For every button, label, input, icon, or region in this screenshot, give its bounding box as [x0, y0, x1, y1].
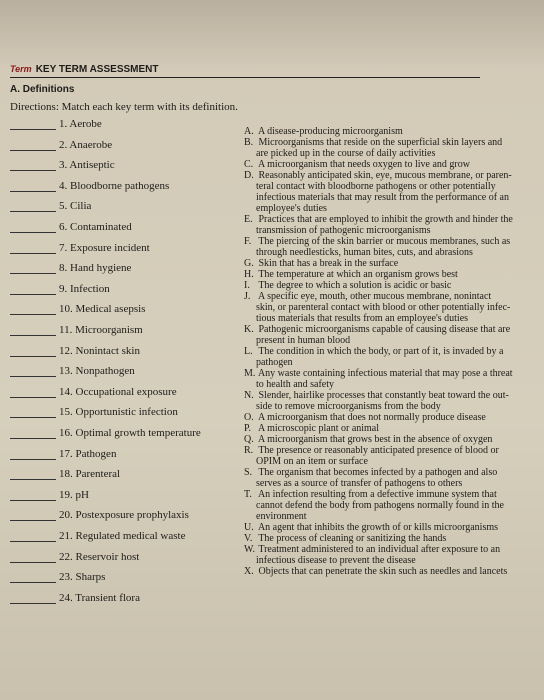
answer-blank[interactable]: [10, 520, 56, 521]
definition-line: skin, or parenteral contact with blood or other potentially infec-: [256, 302, 511, 313]
definition-item: [244, 170, 526, 214]
definition-text: [244, 269, 526, 280]
definition-letter: K.: [244, 324, 254, 335]
definition-line: A microorganism that needs oxygen to live and grow: [256, 159, 470, 170]
definition-text: [244, 280, 526, 291]
definition-letter: G.: [244, 258, 254, 269]
definition-text: [244, 445, 526, 456]
definition-line: A microscopic plant or animal: [256, 423, 380, 434]
definition-text: [244, 544, 526, 555]
definition-line: present in human blood: [256, 335, 351, 346]
answer-blank[interactable]: [10, 129, 56, 130]
definition-item: [244, 126, 526, 137]
definition-item: [244, 412, 526, 423]
definition-letter: T.: [244, 489, 252, 500]
definition-line: Pathogenic microorganisms capable of causing disease that are: [256, 324, 511, 335]
term-label: 24. Transient flora: [59, 591, 140, 604]
definition-text: [244, 423, 526, 434]
term-row: [10, 283, 110, 299]
term-row: [10, 221, 132, 237]
directions-text: Directions: Match each key term with its definition.: [10, 101, 238, 113]
definition-line: Any waste containing infectious material that may pose a threat: [256, 368, 513, 379]
term-label: 16. Optimal growth temperature: [59, 427, 201, 439]
definition-line: environment: [256, 511, 307, 522]
definition-line: A specific eye, mouth, other mucous membrane, nonintact: [256, 291, 492, 302]
definition-item: [244, 544, 526, 566]
term-row: [10, 427, 201, 443]
definition-letter: V.: [244, 533, 253, 544]
definition-letter: P.: [244, 423, 251, 434]
term-label: 23. Sharps: [59, 571, 106, 584]
answer-blank[interactable]: [10, 459, 56, 460]
term-label: 1. Aerobe: [59, 118, 102, 130]
definition-item: [244, 214, 526, 236]
term-row: [10, 345, 140, 361]
definition-line: Treatment administered to an individual after exposure to an: [256, 544, 501, 555]
term-row: [10, 489, 89, 505]
answer-blank[interactable]: [10, 356, 56, 357]
definition-line: The degree to which a solution is acidic or basic: [256, 280, 452, 291]
definition-text: [244, 324, 526, 335]
definition-line: The condition in which the body, or part of it, is invaded by a: [256, 346, 504, 357]
term-label: 18. Parenteral: [59, 468, 121, 481]
term-label: 20. Postexposure prophylaxis: [59, 509, 189, 522]
definition-line: A microorganism that grows best in the absence of oxygen: [256, 434, 493, 445]
definition-item: [244, 280, 526, 291]
definition-item: [244, 137, 526, 159]
definition-line: to health and safety: [256, 379, 335, 390]
definition-letter: B.: [244, 137, 254, 148]
definition-letter: S.: [244, 467, 253, 478]
definition-text: [244, 137, 526, 148]
term-row: [10, 468, 120, 484]
definition-line: teral contact with bloodborne pathogens or other potentially: [256, 181, 496, 192]
definition-letter: C.: [244, 159, 254, 170]
term-row: [10, 262, 131, 278]
definition-text: [244, 346, 526, 357]
answer-blank[interactable]: [10, 191, 56, 192]
definition-line: The piercing of the skin barrier or mucous membranes, such as: [256, 236, 511, 247]
term-label: 19. pH: [59, 488, 89, 501]
answer-blank[interactable]: [10, 294, 56, 295]
definition-item: [244, 423, 526, 434]
section-title: A. Definitions: [10, 84, 75, 95]
definition-line: Practices that are employed to inhibit the growth and hinder the: [256, 214, 513, 225]
definition-line: An agent that inhibits the growth of or kills microorganisms: [256, 522, 499, 533]
definition-letter: W.: [244, 544, 256, 555]
definition-line: A disease-producing microorganism: [256, 126, 403, 137]
definition-text: [244, 368, 526, 379]
definition-text: [244, 170, 526, 181]
definition-letter: L.: [244, 346, 253, 357]
term-row: [10, 592, 140, 608]
definition-line: tious materials that results from an employee's duties: [256, 313, 469, 324]
term-row: [10, 118, 102, 134]
definition-line: through needlesticks, human bites, cuts, and abrasions: [256, 247, 473, 258]
definition-letter: M.: [244, 368, 256, 379]
definition-text: [244, 291, 526, 302]
definition-letter: N.: [244, 390, 254, 401]
definition-letter: X.: [244, 566, 254, 577]
definition-line: An infection resulting from a defective immune system that: [256, 489, 497, 500]
term-row: [10, 303, 145, 319]
definition-item: [244, 368, 526, 390]
definition-text: [244, 522, 526, 533]
term-label: 11. Microorganism: [59, 324, 143, 336]
term-row: [10, 324, 143, 340]
definition-text: [244, 566, 526, 577]
definition-item: [244, 346, 526, 368]
definition-line: transmission of pathogenic microorganisms: [256, 225, 431, 236]
term-label: 17. Pathogen: [59, 447, 117, 460]
definition-text: [244, 390, 526, 401]
term-icon: Term: [10, 64, 32, 74]
definition-line: are picked up in the course of daily activities: [256, 148, 436, 159]
term-label: 21. Regulated medical waste: [59, 530, 186, 542]
answer-blank[interactable]: [10, 170, 56, 171]
definition-item: [244, 566, 526, 577]
definition-line: The organism that becomes infected by a pathogen and also: [256, 467, 498, 478]
definition-line: employee's duties: [256, 203, 327, 214]
answer-blank[interactable]: [10, 417, 56, 418]
term-row: [10, 365, 135, 381]
definition-line: Objects that can penetrate the skin such as needles and lancets: [256, 566, 508, 577]
definition-line: The process of cleaning or sanitizing the hands: [256, 533, 447, 544]
answer-blank[interactable]: [10, 376, 56, 377]
definition-line: side to remove microorganisms from the body: [256, 401, 441, 412]
definition-text: [244, 236, 526, 247]
definition-text: [244, 214, 526, 225]
definition-text: [244, 412, 526, 423]
definition-letter: U.: [244, 522, 254, 533]
answer-blank[interactable]: [10, 582, 56, 583]
definition-line: Skin that has a break in the surface: [256, 258, 399, 269]
key-term-header: [10, 64, 530, 75]
answer-blank[interactable]: [10, 479, 56, 480]
definition-item: [244, 390, 526, 412]
term-label: 13. Nonpathogen: [59, 365, 135, 378]
header-title: KEY TERM ASSESSMENT: [35, 64, 159, 75]
term-label: 4. Bloodborne pathogens: [59, 179, 170, 192]
answer-blank[interactable]: [10, 211, 56, 212]
definition-item: [244, 467, 526, 489]
term-row: [10, 200, 91, 216]
definition-text: [244, 467, 526, 478]
definition-line: Microorganisms that reside on the superficial skin layers and: [256, 137, 503, 148]
definition-letter: F.: [244, 236, 252, 247]
definition-line: Reasonably anticipated skin, eye, mucous membrane, or paren-: [256, 170, 512, 181]
definition-text: [244, 258, 526, 269]
term-label: 5. Cilia: [59, 200, 92, 213]
definition-item: [244, 258, 526, 269]
definition-line: The presence or reasonably anticipated presence of blood or: [256, 445, 499, 456]
term-label: 9. Infection: [59, 282, 110, 295]
definitions-list: [244, 126, 526, 577]
term-row: [10, 509, 189, 525]
definition-line: pathogen: [256, 357, 293, 368]
definition-line: A microorganism that does not normally produce disease: [256, 412, 486, 423]
answer-blank[interactable]: [10, 397, 56, 398]
term-label: 8. Hand hygiene: [59, 262, 132, 275]
definition-item: [244, 291, 526, 324]
definition-item: [244, 489, 526, 522]
definition-line: The temperature at which an organism grows best: [256, 269, 458, 280]
term-row: [10, 406, 178, 422]
definition-line: OPIM on an item or surface: [256, 456, 368, 467]
term-label: 7. Exposure incident: [59, 241, 150, 254]
term-label: 6. Contaminated: [59, 221, 132, 233]
definition-item: [244, 159, 526, 170]
definition-line: cannot defend the body from pathogens normally found in the: [256, 500, 504, 511]
term-row: [10, 139, 112, 155]
definition-letter: J.: [244, 291, 251, 302]
term-label: 12. Nonintact skin: [59, 344, 140, 357]
term-row: [10, 386, 177, 402]
answer-blank[interactable]: [10, 273, 56, 274]
definition-text: [244, 533, 526, 544]
answer-blank[interactable]: [10, 541, 56, 542]
answer-blank[interactable]: [10, 335, 56, 336]
term-label: 14. Occupational exposure: [59, 385, 177, 398]
definition-text: [244, 434, 526, 445]
definition-line: infectious materials that may result from the performance of an: [256, 192, 509, 203]
term-label: 2. Anaerobe: [59, 138, 113, 151]
answer-blank[interactable]: [10, 438, 56, 439]
term-row: [10, 448, 116, 464]
definition-letter: I.: [244, 280, 250, 291]
term-row: [10, 180, 169, 196]
definition-text: [244, 126, 526, 137]
answer-blank[interactable]: [10, 603, 56, 604]
header-rule: [10, 77, 480, 78]
answer-blank[interactable]: [10, 562, 56, 563]
definition-text: [244, 489, 526, 500]
definition-letter: Q.: [244, 434, 254, 445]
definition-item: [244, 445, 526, 467]
definition-letter: O.: [244, 412, 254, 423]
term-row: [10, 551, 139, 567]
definition-item: [244, 533, 526, 544]
term-row: [10, 159, 115, 175]
term-label: 15. Opportunistic infection: [59, 406, 178, 419]
definition-item: [244, 269, 526, 280]
term-row: [10, 530, 185, 546]
definition-letter: H.: [244, 269, 254, 280]
definition-letter: A.: [244, 126, 254, 137]
term-label: 3. Antiseptic: [59, 159, 115, 172]
term-row: [10, 571, 105, 587]
definition-line: infectious disease to prevent the disease: [256, 555, 416, 566]
answer-blank[interactable]: [10, 150, 56, 151]
answer-blank[interactable]: [10, 253, 56, 254]
definition-item: [244, 324, 526, 346]
term-row: [10, 242, 150, 258]
definition-letter: E.: [244, 214, 253, 225]
definition-line: serves as a source of transfer of pathogens to others: [256, 478, 463, 489]
answer-blank[interactable]: [10, 500, 56, 501]
definition-item: [244, 522, 526, 533]
answer-blank[interactable]: [10, 314, 56, 315]
definition-item: [244, 236, 526, 258]
definition-item: [244, 434, 526, 445]
definition-text: [244, 159, 526, 170]
term-label: 10. Medical asepsis: [59, 303, 146, 316]
answer-blank[interactable]: [10, 232, 56, 233]
definition-letter: R.: [244, 445, 254, 456]
definition-line: Slender, hairlike processes that constantly beat toward the out-: [256, 390, 509, 401]
term-label: 22. Reservoir host: [59, 550, 140, 563]
definition-letter: D.: [244, 170, 254, 181]
